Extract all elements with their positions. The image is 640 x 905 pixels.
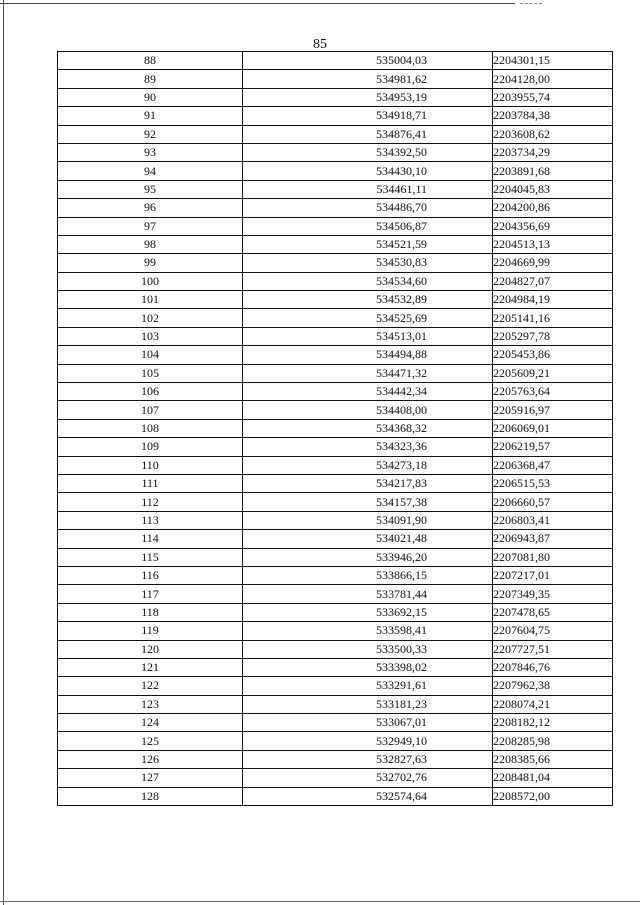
point-number-cell: 101 [58,291,243,309]
y-coordinate-cell: 2204669,99 [493,254,613,272]
y-coordinate-cell: 2208074,21 [493,695,613,713]
table-row [58,603,613,621]
x-coordinate-cell: 533067,01 [243,714,493,732]
point-number-cell: 92 [58,125,243,143]
table-row [58,695,613,713]
x-coordinate-cell: 533291,61 [243,677,493,695]
point-number-cell: 110 [58,456,243,474]
point-number-cell: 116 [58,566,243,584]
point-number-cell: 124 [58,714,243,732]
point-number-cell: 106 [58,383,243,401]
scan-edge-bottom [0,901,640,902]
x-coordinate-cell: 534876,41 [243,125,493,143]
table-row [58,291,613,309]
x-coordinate-cell: 534442,34 [243,383,493,401]
x-coordinate-cell: 534530,83 [243,254,493,272]
table-row [58,566,613,584]
point-number-cell: 115 [58,548,243,566]
point-number-cell: 111 [58,474,243,492]
x-coordinate-cell: 534953,19 [243,88,493,106]
point-number-cell: 99 [58,254,243,272]
y-coordinate-cell: 2204128,00 [493,70,613,88]
x-coordinate-cell: 532949,10 [243,732,493,750]
x-coordinate-cell: 534323,36 [243,438,493,456]
x-coordinate-cell: 534021,48 [243,530,493,548]
y-coordinate-cell: 2204045,83 [493,180,613,198]
y-coordinate-cell: 2205609,21 [493,364,613,382]
point-number-cell: 114 [58,530,243,548]
x-coordinate-cell: 532574,64 [243,787,493,805]
y-coordinate-cell: 2208481,04 [493,769,613,787]
point-number-cell: 97 [58,217,243,235]
table-row [58,364,613,382]
scan-edge-top-dashed [520,3,542,4]
y-coordinate-cell: 2205453,86 [493,346,613,364]
table-row [58,677,613,695]
table-row [58,235,613,253]
point-number-cell: 125 [58,732,243,750]
y-coordinate-cell: 2208572,00 [493,787,613,805]
point-number-cell: 98 [58,235,243,253]
point-number-cell: 119 [58,622,243,640]
x-coordinate-cell: 534091,90 [243,511,493,529]
x-coordinate-cell: 533781,44 [243,585,493,603]
y-coordinate-cell: 2206943,87 [493,530,613,548]
y-coordinate-cell: 2207604,75 [493,622,613,640]
table-row [58,199,613,217]
table-row [58,456,613,474]
x-coordinate-cell: 533866,15 [243,566,493,584]
x-coordinate-cell: 534534,60 [243,272,493,290]
table-row [58,180,613,198]
y-coordinate-cell: 2204356,69 [493,217,613,235]
table-row [58,401,613,419]
table-row [58,787,613,805]
x-coordinate-cell: 534532,89 [243,291,493,309]
y-coordinate-cell: 2205916,97 [493,401,613,419]
x-coordinate-cell: 533398,02 [243,658,493,676]
x-coordinate-cell: 535004,03 [243,52,493,70]
point-number-cell: 93 [58,143,243,161]
table-row [58,493,613,511]
table-row [58,750,613,768]
table-row [58,548,613,566]
table-row [58,474,613,492]
point-number-cell: 90 [58,88,243,106]
table-row [58,52,613,70]
x-coordinate-cell: 533692,15 [243,603,493,621]
x-coordinate-cell: 534525,69 [243,309,493,327]
x-coordinate-cell: 534506,87 [243,217,493,235]
x-coordinate-cell: 534273,18 [243,456,493,474]
table-row [58,732,613,750]
point-number-cell: 118 [58,603,243,621]
x-coordinate-cell: 533598,41 [243,622,493,640]
point-number-cell: 96 [58,199,243,217]
table-row [58,143,613,161]
y-coordinate-cell: 2205763,64 [493,383,613,401]
table-row [58,254,613,272]
table-row [58,125,613,143]
point-number-cell: 89 [58,70,243,88]
y-coordinate-cell: 2207081,80 [493,548,613,566]
point-number-cell: 95 [58,180,243,198]
point-number-cell: 107 [58,401,243,419]
table-row [58,70,613,88]
coordinates-table-body [58,52,613,806]
point-number-cell: 121 [58,658,243,676]
table-row [58,530,613,548]
table-row [58,714,613,732]
point-number-cell: 100 [58,272,243,290]
x-coordinate-cell: 534430,10 [243,162,493,180]
point-number-cell: 91 [58,107,243,125]
table-row [58,640,613,658]
x-coordinate-cell: 534918,71 [243,107,493,125]
table-row [58,88,613,106]
y-coordinate-cell: 2204301,15 [493,52,613,70]
y-coordinate-cell: 2204827,07 [493,272,613,290]
table-row [58,309,613,327]
y-coordinate-cell: 2207962,38 [493,677,613,695]
point-number-cell: 105 [58,364,243,382]
x-coordinate-cell: 534471,32 [243,364,493,382]
table-row [58,272,613,290]
table-row [58,622,613,640]
table-row [58,438,613,456]
y-coordinate-cell: 2207846,76 [493,658,613,676]
point-number-cell: 94 [58,162,243,180]
y-coordinate-cell: 2206660,57 [493,493,613,511]
table-row [58,107,613,125]
y-coordinate-cell: 2203734,29 [493,143,613,161]
table-row [58,419,613,437]
y-coordinate-cell: 2203891,68 [493,162,613,180]
point-number-cell: 102 [58,309,243,327]
x-coordinate-cell: 534392,50 [243,143,493,161]
y-coordinate-cell: 2206515,53 [493,474,613,492]
point-number-cell: 126 [58,750,243,768]
y-coordinate-cell: 2206219,57 [493,438,613,456]
x-coordinate-cell: 534486,70 [243,199,493,217]
x-coordinate-cell: 534157,38 [243,493,493,511]
table-row [58,346,613,364]
y-coordinate-cell: 2204513,13 [493,235,613,253]
point-number-cell: 112 [58,493,243,511]
table-row [58,217,613,235]
y-coordinate-cell: 2206069,01 [493,419,613,437]
table-row [58,511,613,529]
x-coordinate-cell: 534494,88 [243,346,493,364]
table-row [58,327,613,345]
y-coordinate-cell: 2206803,41 [493,511,613,529]
y-coordinate-cell: 2204984,19 [493,291,613,309]
y-coordinate-cell: 2205141,16 [493,309,613,327]
x-coordinate-cell: 534217,83 [243,474,493,492]
y-coordinate-cell: 2207727,51 [493,640,613,658]
table-row [58,658,613,676]
point-number-cell: 127 [58,769,243,787]
point-number-cell: 122 [58,677,243,695]
table-row [58,162,613,180]
y-coordinate-cell: 2208285,98 [493,732,613,750]
point-number-cell: 128 [58,787,243,805]
y-coordinate-cell: 2207217,01 [493,566,613,584]
y-coordinate-cell: 2207349,35 [493,585,613,603]
x-coordinate-cell: 533181,23 [243,695,493,713]
point-number-cell: 113 [58,511,243,529]
table-row [58,585,613,603]
point-number-cell: 117 [58,585,243,603]
y-coordinate-cell: 2205297,78 [493,327,613,345]
x-coordinate-cell: 534461,11 [243,180,493,198]
x-coordinate-cell: 533946,20 [243,548,493,566]
y-coordinate-cell: 2203608,62 [493,125,613,143]
point-number-cell: 109 [58,438,243,456]
y-coordinate-cell: 2203955,74 [493,88,613,106]
point-number-cell: 120 [58,640,243,658]
point-number-cell: 123 [58,695,243,713]
x-coordinate-cell: 534521,59 [243,235,493,253]
y-coordinate-cell: 2204200,86 [493,199,613,217]
y-coordinate-cell: 2208182,12 [493,714,613,732]
scan-edge-left [3,0,4,905]
x-coordinate-cell: 534408,00 [243,401,493,419]
scan-edge-top [0,3,515,4]
point-number-cell: 108 [58,419,243,437]
y-coordinate-cell: 2208385,66 [493,750,613,768]
x-coordinate-cell: 533500,33 [243,640,493,658]
table-row [58,769,613,787]
table-row [58,383,613,401]
coordinates-table [57,51,613,806]
point-number-cell: 103 [58,327,243,345]
y-coordinate-cell: 2207478,65 [493,603,613,621]
point-number-cell: 104 [58,346,243,364]
x-coordinate-cell: 534513,01 [243,327,493,345]
y-coordinate-cell: 2206368,47 [493,456,613,474]
x-coordinate-cell: 532702,76 [243,769,493,787]
x-coordinate-cell: 534368,32 [243,419,493,437]
x-coordinate-cell: 534981,62 [243,70,493,88]
point-number-cell: 88 [58,52,243,70]
page-number: 85 [313,37,327,52]
y-coordinate-cell: 2203784,38 [493,107,613,125]
x-coordinate-cell: 532827,63 [243,750,493,768]
